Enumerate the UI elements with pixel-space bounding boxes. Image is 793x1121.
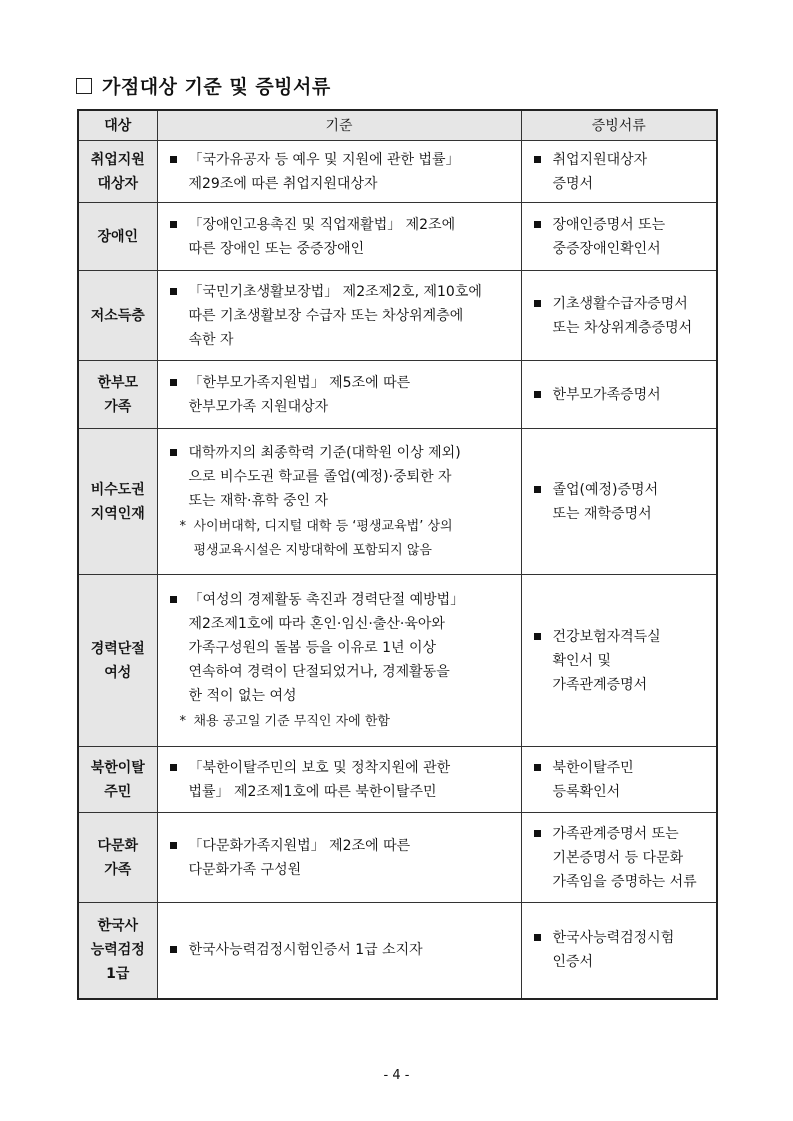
table-row — [78, 271, 717, 361]
docs-text: 취업지원대상자 증명서 — [552, 151, 648, 192]
target-cell — [78, 429, 157, 575]
docs-bullet — [532, 148, 715, 196]
section-title-text: 가점대상 기준 및 증빙서류 — [102, 76, 331, 98]
table-header-row — [78, 110, 717, 141]
criteria-cell — [157, 361, 521, 429]
bullet-square-icon — [534, 934, 541, 941]
criteria-bullet — [168, 938, 519, 962]
bullet-square-icon — [170, 449, 177, 456]
criteria-note-text: 채용 공고일 기준 무직인 자에 한함 — [193, 713, 390, 729]
bullet-square-icon — [170, 288, 177, 295]
target-label: 비수도권 지역인재 — [90, 481, 145, 522]
target-label: 다문화 가족 — [97, 837, 139, 878]
target-label: 경력단절 여성 — [90, 640, 145, 681]
bullet-square-icon — [170, 379, 177, 386]
bullet-square-icon — [534, 764, 541, 771]
bullet-square-icon — [534, 486, 541, 493]
target-cell — [78, 575, 157, 747]
bullet-square-icon — [170, 764, 177, 771]
target-label: 취업지원 대상자 — [90, 151, 145, 192]
docs-cell — [521, 747, 717, 813]
table-row — [78, 813, 717, 903]
docs-text: 북한이탈주민 등록확인서 — [552, 759, 634, 800]
bullet-square-icon — [170, 596, 177, 603]
criteria-cell — [157, 575, 521, 747]
criteria-text: 「장애인고용촉진 및 직업재활법」 제2조에 따른 장애인 또는 중증장애인 — [188, 216, 456, 257]
bullet-square-icon — [534, 300, 541, 307]
bullet-square-icon — [170, 842, 177, 849]
docs-bullet — [532, 383, 715, 407]
table-row — [78, 429, 717, 575]
criteria-text: 「한부모가족지원법」 제5조에 따른 한부모가족 지원대상자 — [188, 374, 411, 415]
target-cell — [78, 361, 157, 429]
table-row — [78, 903, 717, 999]
table-row — [78, 747, 717, 813]
docs-bullet — [532, 292, 715, 340]
criteria-note — [168, 515, 519, 563]
criteria-text: 대학까지의 최종학력 기준(대학원 이상 제외) 으로 비수도권 학교를 졸업(예정)·중퇴한 자 또는 재학·휴학 중인 자 — [188, 444, 461, 509]
criteria-cell — [157, 903, 521, 999]
docs-cell — [521, 813, 717, 903]
table-row — [78, 575, 717, 747]
docs-bullet — [532, 625, 715, 697]
criteria-cell — [157, 813, 521, 903]
bonus-criteria-table — [77, 109, 718, 1000]
criteria-text: 한국사능력검정시험인증서 1급 소지자 — [188, 942, 423, 959]
bullet-square-icon — [170, 156, 177, 163]
docs-bullet — [532, 213, 715, 261]
target-cell — [78, 141, 157, 203]
criteria-text: 「국민기초생활보장법」 제2조제2호, 제10호에 따른 기초생활보장 수급자 또는 차상위계층에 속한 자 — [188, 283, 482, 348]
criteria-bullet — [168, 371, 519, 419]
bullet-square-icon — [534, 221, 541, 228]
criteria-bullet — [168, 280, 519, 352]
criteria-bullet — [168, 588, 519, 708]
docs-cell — [521, 271, 717, 361]
criteria-text: 「다문화가족지원법」 제2조에 따른 다문화가족 구성원 — [188, 837, 411, 878]
criteria-text: 「여성의 경제활동 촉진과 경력단절 예방법」 제2조제1호에 따라 혼인·임신·출산·육아와 가족구성원의 돌봄 등을 이유로 1년 이상 연속하여 경력이 단절되었거나, 경제활동을 한 적이 없는 여성 — [188, 591, 465, 704]
target-label: 장애인 — [97, 228, 139, 245]
docs-cell — [521, 429, 717, 575]
docs-text: 가족관계증명서 또는 기본증명서 등 다문화 가족임을 증명하는 서류 — [552, 825, 697, 890]
bullet-square-icon — [534, 391, 541, 398]
criteria-cell — [157, 747, 521, 813]
docs-text: 한부모가족증명서 — [552, 386, 661, 403]
docs-cell — [521, 141, 717, 203]
docs-cell — [521, 361, 717, 429]
criteria-bullet — [168, 213, 519, 261]
target-label: 한국사 능력검정 1급 — [90, 918, 145, 983]
target-cell — [78, 903, 157, 999]
docs-cell — [521, 575, 717, 747]
target-cell — [78, 271, 157, 361]
docs-bullet — [532, 756, 715, 804]
target-cell — [78, 813, 157, 903]
bullet-square-icon — [170, 946, 177, 953]
page-number: - 4 - — [383, 1068, 410, 1083]
header-target: 대상 — [78, 110, 157, 141]
target-label: 저소득층 — [90, 307, 145, 324]
criteria-bullet — [168, 756, 519, 804]
criteria-text: 「북한이탈주민의 보호 및 정착지원에 관한 법률」 제2조제1호에 따른 북한이탈주민 — [188, 759, 451, 800]
target-label: 한부모 가족 — [97, 374, 139, 415]
criteria-bullet — [168, 441, 519, 513]
target-cell — [78, 203, 157, 271]
table-row — [78, 203, 717, 271]
criteria-note-text: 사이버대학, 디지털 대학 등 ‘평생교육법’ 상의 평생교육시설은 지방대학에 포함되지 않음 — [193, 518, 453, 558]
criteria-bullet — [168, 834, 519, 882]
section-title — [76, 72, 331, 99]
docs-cell — [521, 203, 717, 271]
docs-cell — [521, 903, 717, 999]
table-row — [78, 361, 717, 429]
bullet-square-icon — [170, 221, 177, 228]
docs-bullet — [532, 926, 715, 974]
docs-text: 건강보험자격득실 확인서 및 가족관계증명서 — [552, 628, 661, 693]
bullet-square-icon — [534, 156, 541, 163]
asterisk-icon: * — [179, 713, 186, 729]
docs-text: 한국사능력검정시험 인증서 — [552, 930, 675, 971]
docs-text: 졸업(예정)증명서 또는 재학증명서 — [552, 481, 659, 522]
docs-bullet — [532, 478, 715, 526]
bullet-square-icon — [534, 830, 541, 837]
header-docs: 증빙서류 — [521, 110, 717, 141]
docs-text: 기초생활수급자증명서 또는 차상위계층증명서 — [552, 295, 693, 336]
asterisk-icon: * — [179, 518, 186, 534]
criteria-note — [168, 710, 519, 734]
docs-bullet — [532, 822, 715, 894]
criteria-cell — [157, 141, 521, 203]
docs-text: 장애인증명서 또는 중증장애인확인서 — [552, 216, 666, 257]
table-row — [78, 141, 717, 203]
target-cell — [78, 747, 157, 813]
criteria-cell — [157, 203, 521, 271]
criteria-cell — [157, 429, 521, 575]
header-criteria: 기준 — [157, 110, 521, 141]
checkbox-square-icon — [76, 78, 92, 94]
criteria-cell — [157, 271, 521, 361]
criteria-bullet — [168, 148, 519, 196]
bullet-square-icon — [534, 633, 541, 640]
target-label: 북한이탈 주민 — [90, 759, 145, 800]
criteria-text: 「국가유공자 등 예우 및 지원에 관한 법률」 제29조에 따른 취업지원대상자 — [188, 151, 460, 192]
